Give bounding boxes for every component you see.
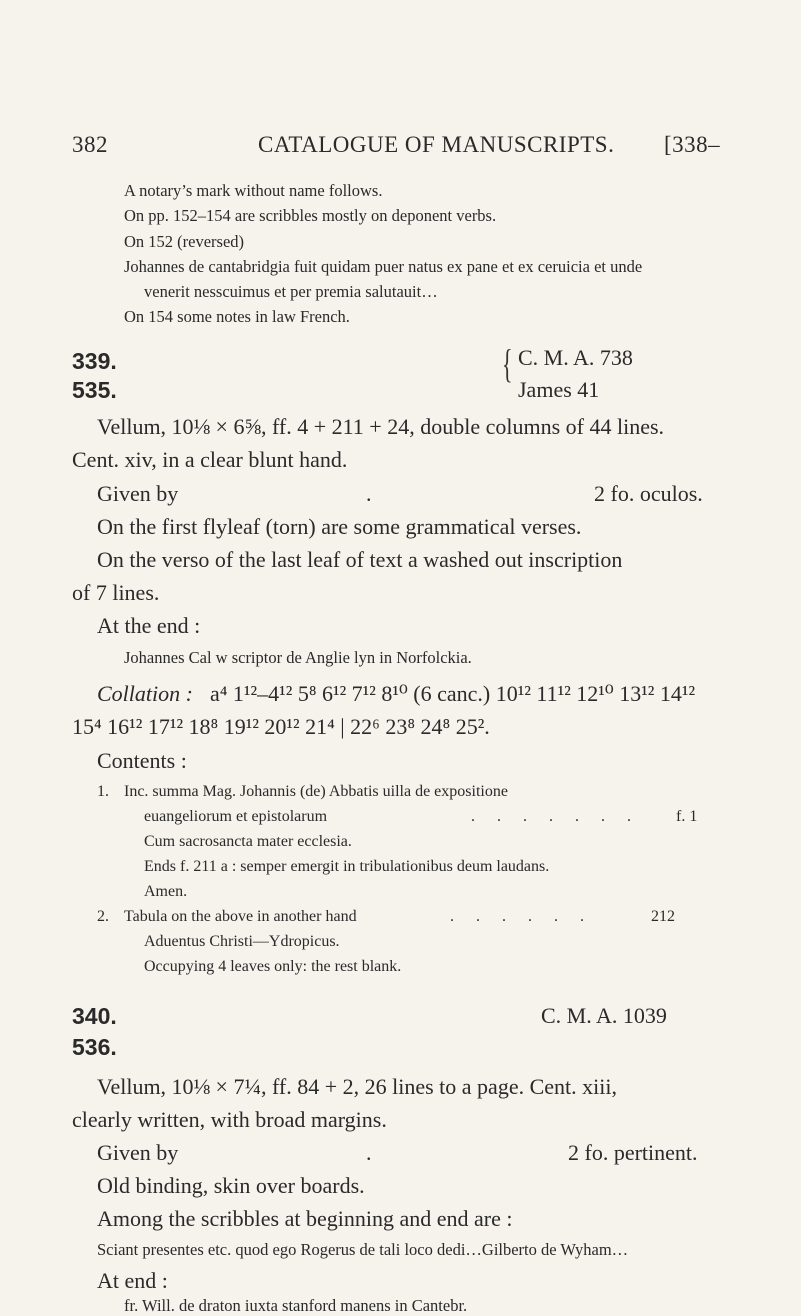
- intro-line-2: On pp. 152–154 are scribbles mostly on deponent verbs.: [124, 206, 497, 225]
- running-title: CATALOGUE OF MANUSCRIPTS.: [258, 132, 615, 157]
- collation-label: Collation :: [97, 681, 193, 706]
- contents-item-2-leader: . . . . . .: [450, 908, 593, 925]
- entry-339-verso-1: On the verso of the last leaf of text a washed out inscription: [97, 547, 623, 572]
- entry-339-flyleaf: On the first flyleaf (torn) are some grammatical verses.: [97, 514, 582, 539]
- intro-line-3: On 152 (reversed): [124, 232, 245, 251]
- entry-340-given-dot: .: [366, 1140, 372, 1165]
- contents-item-1-line-b: euangeliorum et epistolarum: [144, 808, 328, 825]
- contents-item-2-folio: 212: [651, 908, 675, 925]
- entry-339-shelfmark: C. M. A. 738: [518, 345, 633, 370]
- entry-340-second-folio: 2 fo. pertinent.: [568, 1140, 698, 1165]
- entry-339-second-folio: 2 fo. oculos.: [594, 481, 703, 506]
- contents-item-1-number: 1.: [97, 783, 109, 800]
- contents-label: Contents :: [97, 748, 187, 773]
- entry-340-binding: Old binding, skin over boards.: [97, 1173, 365, 1198]
- entry-339-inscription: Johannes Cal w scriptor de Anglie lyn in Norfolckia.: [124, 648, 472, 667]
- contents-item-1-line-d: Ends f. 211 a : semper emergit in tribulationibus deum laudans.: [144, 858, 550, 875]
- entry-340-description-2: clearly written, with broad margins.: [72, 1107, 387, 1132]
- entry-340-end-text: fr. Will. de draton iuxta stanford manens in Cantebr.: [124, 1296, 468, 1315]
- contents-item-1-line-a: Inc. summa Mag. Johannis (de) Abbatis uilla de expositione: [124, 783, 508, 800]
- contents-item-1-line-c: Cum sacrosancta mater ecclesia.: [144, 833, 352, 850]
- entry-339-verso-2: of 7 lines.: [72, 580, 160, 605]
- entry-340-number: 340.: [72, 1003, 117, 1029]
- intro-line-4: Johannes de cantabridgia fuit quidam puer natus ex pane et ex ceruicia et unde: [124, 257, 643, 276]
- entry-340-description-1: Vellum, 10⅛ × 7¼, ff. 84 + 2, 26 lines to a page. Cent. xiii,: [97, 1074, 617, 1099]
- intro-line-1: A notary’s mark without name follows.: [124, 181, 383, 200]
- collation-line-1: a⁴ 1¹²–4¹² 5⁸ 6¹² 7¹² 8¹⁰ (6 canc.) 10¹² 11¹² 12¹⁰ 13¹² 14¹²: [210, 681, 696, 706]
- entry-339-at-end: At the end :: [97, 613, 201, 638]
- entry-340-alt-number: 536.: [72, 1034, 117, 1060]
- entry-340-scribbles: Among the scribbles at beginning and end are :: [97, 1206, 513, 1231]
- intro-line-6: On 154 some notes in law French.: [124, 307, 350, 326]
- intro-line-5: venerit nesscuimus et per premia salutauit…: [144, 282, 438, 301]
- entry-339-given-dot: .: [366, 481, 372, 506]
- contents-item-1-folio: f. 1: [676, 808, 698, 825]
- entry-339-given-by: Given by: [97, 481, 179, 506]
- entry-340-shelfmark: C. M. A. 1039: [541, 1003, 667, 1028]
- collation-line-2: 15⁴ 16¹² 17¹² 18⁸ 19¹² 20¹² 21⁴ | 22⁶ 23⁸ 24⁸ 25².: [72, 714, 490, 739]
- contents-item-1-line-e: Amen.: [144, 883, 188, 900]
- entry-339-description-1: Vellum, 10⅛ × 6⅝, ff. 4 + 211 + 24, double columns of 44 lines.: [97, 414, 665, 439]
- page-range: [338–: [664, 132, 721, 157]
- contents-item-1-leader: . . . . . . .: [471, 808, 640, 825]
- brace-icon: {: [502, 341, 513, 386]
- page-number: 382: [72, 132, 108, 157]
- entry-339-number: 339.: [72, 348, 117, 374]
- entry-340-at-end: At end :: [97, 1268, 168, 1293]
- entry-339-james-number: James 41: [518, 377, 600, 402]
- entry-339-description-2: Cent. xiv, in a clear blunt hand.: [72, 447, 348, 472]
- entry-340-sciant: Sciant presentes etc. quod ego Rogerus de tali loco dedi…Gilberto de Wyham…: [97, 1240, 629, 1259]
- contents-item-2-line-a: Tabula on the above in another hand: [124, 908, 357, 925]
- contents-item-2-number: 2.: [97, 908, 109, 925]
- contents-item-2-line-b: Aduentus Christi—Ydropicus.: [144, 933, 340, 950]
- contents-item-2-line-c: Occupying 4 leaves only: the rest blank.: [144, 958, 402, 975]
- entry-339-alt-number: 535.: [72, 377, 117, 403]
- entry-340-given-by: Given by: [97, 1140, 179, 1165]
